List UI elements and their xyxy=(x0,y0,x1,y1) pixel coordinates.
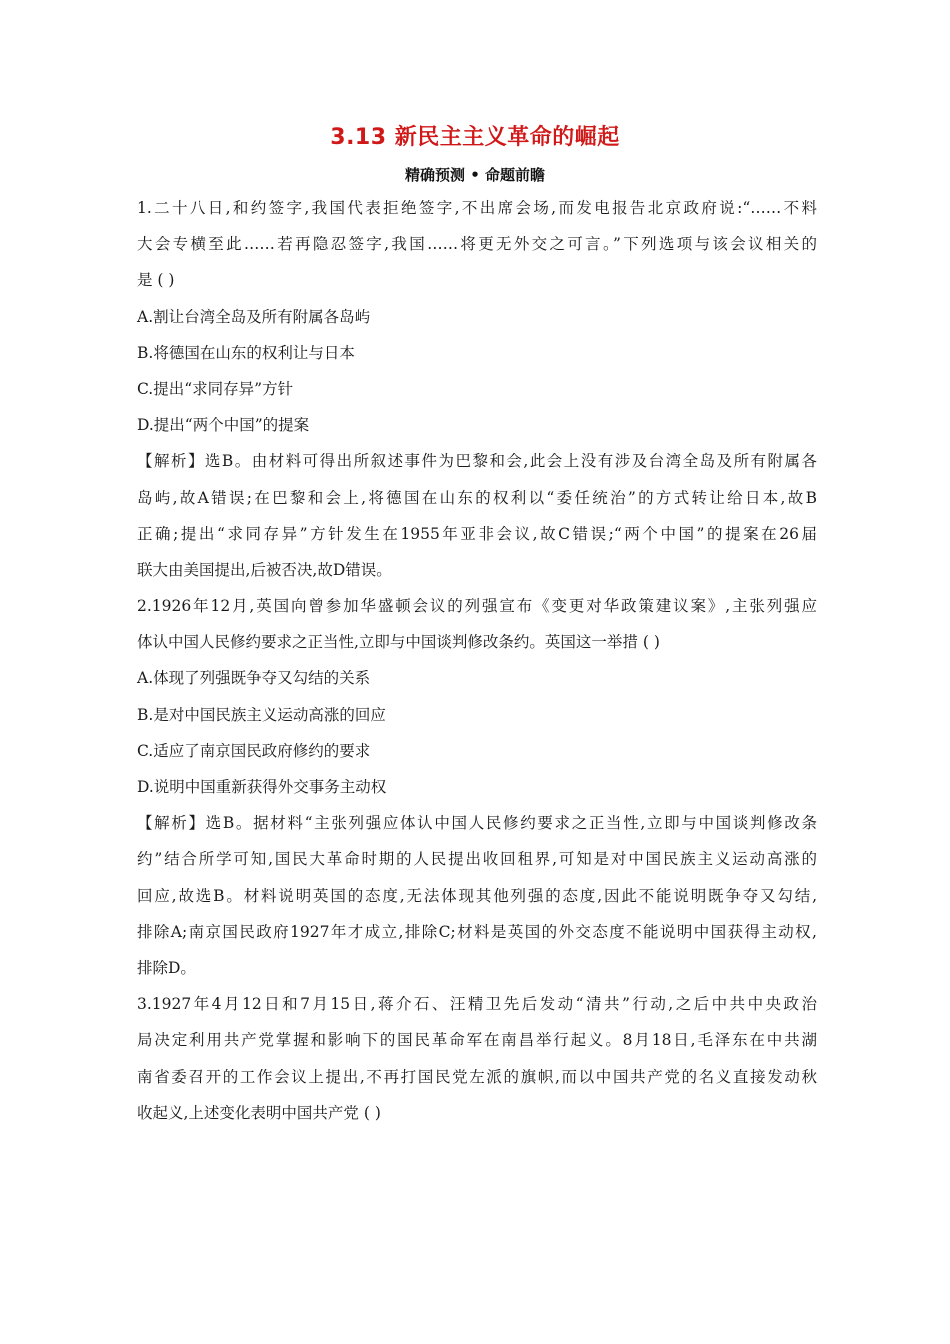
document-body xyxy=(137,190,817,1131)
document-title: 3.13 新民主主义革命的崛起 xyxy=(330,125,620,150)
option-c: C.提出“求同存异”方针 xyxy=(137,379,294,398)
option-b: B.将德国在山东的权利让与日本 xyxy=(137,343,355,362)
analysis-line: 【解析】选B。由材料可得出所叙述事件为巴黎和会,此会上没有涉及台湾全岛及所有附属各 xyxy=(137,452,817,471)
option-a: A.体现了列强既争夺又勾结的关系 xyxy=(137,669,371,688)
question-line: 局决定利用共产党掌握和影响下的国民革命军在南昌举行起义。8月18日,毛泽东在中共湖 xyxy=(137,1031,817,1050)
analysis-line: 岛屿,故A错误;在巴黎和会上,将德国在山东的权利以“委任统治”的方式转让给日本,故B xyxy=(137,488,817,507)
analysis-line: 正确;提出“求同存异”方针发生在1955年亚非会议,故C错误;“两个中国”的提案在26届 xyxy=(137,524,817,543)
text-line: 1.二十八日,和约签字,我国代表拒绝签字,不出席会场,而发电报告北京政府说:“……不料 xyxy=(137,199,817,217)
question-line: 2.1926年12月,英国向曾参加华盛顿会议的列强宣布《变更对华政策建议案》,主张列强应 xyxy=(137,597,817,616)
analysis-line: 【解析】选B。据材料“主张列强应体认中国人民修约要求之正当性,立即与中国谈判修改条 xyxy=(137,814,817,833)
analysis-line: 联大由美国提出,后被否决,故D错误。 xyxy=(137,560,392,579)
analysis-line: 回应,故选B。材料说明英国的态度,无法体现其他列强的态度,因此不能说明既争夺又勾结, xyxy=(137,886,817,905)
text-line: 大会专横至此……若再隐忍签字,我国……将更无外交之可言。”下列选项与该会议相关的 xyxy=(137,235,817,254)
analysis-line: 约”结合所学可知,国民大革命时期的人民提出收回租界,可知是对中国民族主义运动高涨的 xyxy=(137,850,817,869)
analysis-line: 排除A;南京国民政府1927年才成立,排除C;材料是英国的外交态度不能说明中国获得主动权, xyxy=(137,922,817,941)
question-line: 南省委召开的工作会议上提出,不再打国民党左派的旗帜,而以中国共产党的名义直接发动秋 xyxy=(137,1067,817,1086)
analysis-line: 排除D。 xyxy=(137,958,196,977)
question-line: 收起义,上述变化表明中国共产党 ( ) xyxy=(137,1103,381,1122)
option-a: A.割让台湾全岛及所有附属各岛屿 xyxy=(137,307,371,326)
question-line: 3.1927年4月12日和7月15日,蒋介石、汪精卫先后发动“清共”行动,之后中共中央政治 xyxy=(137,995,817,1014)
document-subtitle: 精确预测 • 命题前瞻 xyxy=(404,166,546,184)
option-d: D.提出“两个中国”的提案 xyxy=(137,416,310,435)
option-b: B.是对中国民族主义运动高涨的回应 xyxy=(137,705,386,724)
option-c: C.适应了南京国民政府修约的要求 xyxy=(137,741,371,760)
text-line: 是 ( ) xyxy=(137,271,175,290)
question-line: 体认中国人民修约要求之正当性,立即与中国谈判修改条约。英国这一举措 ( ) xyxy=(137,633,660,652)
option-d: D.说明中国重新获得外交事务主动权 xyxy=(137,778,387,796)
